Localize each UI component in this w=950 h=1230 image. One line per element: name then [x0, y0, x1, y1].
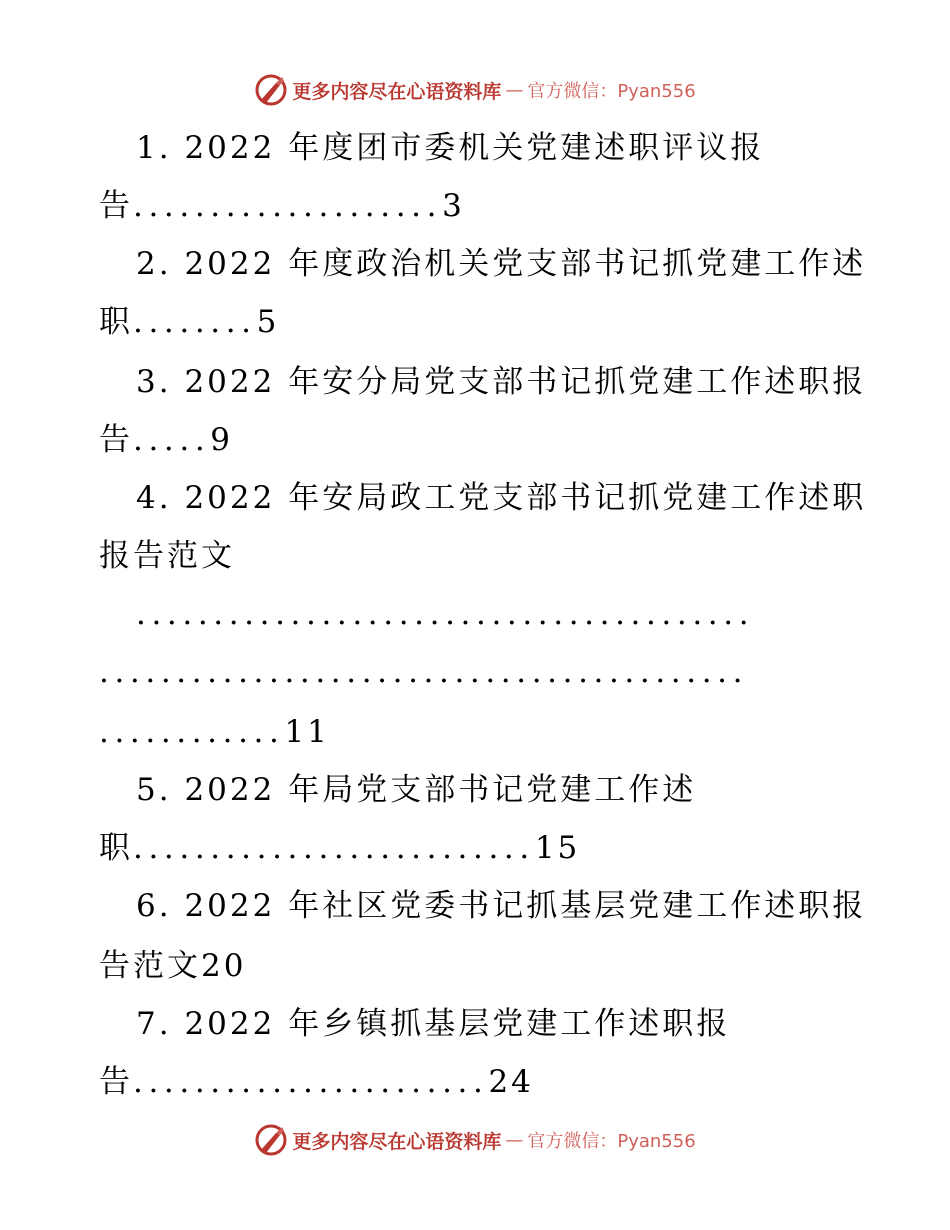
header-watermark — [0, 70, 950, 110]
toc-entry-number: 5. — [136, 772, 172, 808]
toc-entry-6-cont — [99, 946, 246, 986]
toc-entry-title-cont: 告范文 — [99, 948, 201, 984]
toc-entry-2-line — [136, 244, 866, 284]
toc-entry-3-cont — [99, 420, 233, 460]
toc-entry-7-cont — [99, 1062, 534, 1102]
toc-page-number: 11 — [284, 714, 330, 750]
toc-entry-year: 2022 — [184, 364, 276, 400]
banner-dash: — — [505, 79, 524, 101]
toc-entry-year: 2022 — [184, 130, 276, 166]
toc-entry-year: 2022 — [184, 480, 276, 516]
toc-entry-title: 年局党支部书记党建工作述 — [288, 772, 697, 808]
toc-entry-number: 6. — [136, 888, 172, 924]
pen-logo-icon — [254, 73, 288, 107]
toc-entry-2-cont — [99, 302, 279, 342]
toc-entry-1-line — [136, 128, 764, 168]
toc-page-number: 24 — [488, 1064, 534, 1100]
toc-entry-number: 4. — [136, 480, 172, 516]
footer-watermark — [0, 1120, 950, 1160]
toc-entry-title: 年乡镇抓基层党建工作述职报 — [288, 1006, 731, 1042]
banner-contact: 官方微信：Pyan556 — [527, 81, 696, 102]
toc-entry-title: 年社区党委书记抓基层党建工作述职报 — [288, 888, 867, 924]
toc-leader-dots: ....................... — [133, 1064, 489, 1100]
toc-entry-5-cont — [99, 828, 580, 868]
banner-text: 更多内容尽在心语资料库 — [292, 80, 502, 103]
toc-entry-7-line — [136, 1004, 730, 1044]
toc-page-number: 5 — [256, 304, 280, 340]
toc-entry-4-leader-2: .......................................... — [99, 654, 749, 690]
toc-entry-title: 年安局政工党支部书记抓党建工作述职 — [288, 480, 867, 516]
toc-entry-6-line — [136, 886, 866, 926]
toc-entry-4-leader-1: ........................................ — [136, 596, 755, 632]
toc-entry-title-cont: 报告范文 — [99, 538, 235, 574]
toc-entry-4-line — [136, 478, 866, 518]
toc-entry-3-line — [136, 362, 866, 402]
toc-entry-number: 7. — [136, 1006, 172, 1042]
toc-leader-dots: ............ — [99, 714, 285, 750]
toc-entry-title: 年安分局党支部书记抓党建工作述职报 — [288, 364, 867, 400]
toc-entry-year: 2022 — [184, 246, 276, 282]
toc-leader-dots: .......................... — [133, 830, 535, 866]
toc-entry-year: 2022 — [184, 888, 276, 924]
banner-contact: 官方微信：Pyan556 — [527, 1131, 696, 1152]
toc-leader-dots: ..... — [133, 422, 211, 458]
toc-page-number: 15 — [534, 830, 581, 866]
toc-entry-year: 2022 — [184, 1006, 276, 1042]
toc-page-number: 3 — [442, 188, 465, 224]
toc-entry-5-line — [136, 770, 696, 810]
toc-entry-number: 1. — [136, 130, 172, 166]
toc-entry-title: 年度政治机关党支部书记抓党建工作述 — [288, 246, 867, 282]
toc-page-number: 20 — [201, 948, 247, 984]
toc-entry-year: 2022 — [184, 772, 276, 808]
banner-dash: — — [505, 1129, 524, 1151]
pen-logo-icon — [254, 1123, 288, 1157]
toc-entry-number: 3. — [136, 364, 172, 400]
toc-entry-title-cont: 告 — [99, 1064, 133, 1100]
toc-entry-title: 年度团市委机关党建述职评议报 — [288, 130, 765, 166]
toc-leader-dots: .................... — [133, 188, 443, 224]
toc-entry-title-cont: 告 — [99, 188, 133, 224]
toc-entry-title-cont: 告 — [99, 422, 133, 458]
toc-entry-1-cont — [99, 186, 465, 226]
toc-entry-title-cont: 职 — [99, 830, 133, 866]
toc-leader-dots: ........ — [133, 304, 257, 340]
toc-entry-4-cont — [99, 536, 235, 576]
toc-page-number: 9 — [210, 422, 234, 458]
banner-text: 更多内容尽在心语资料库 — [292, 1130, 502, 1153]
toc-entry-number: 2. — [136, 246, 172, 282]
toc-entry-4-leader-3-line — [99, 712, 330, 752]
toc-entry-title-cont: 职 — [99, 304, 133, 340]
